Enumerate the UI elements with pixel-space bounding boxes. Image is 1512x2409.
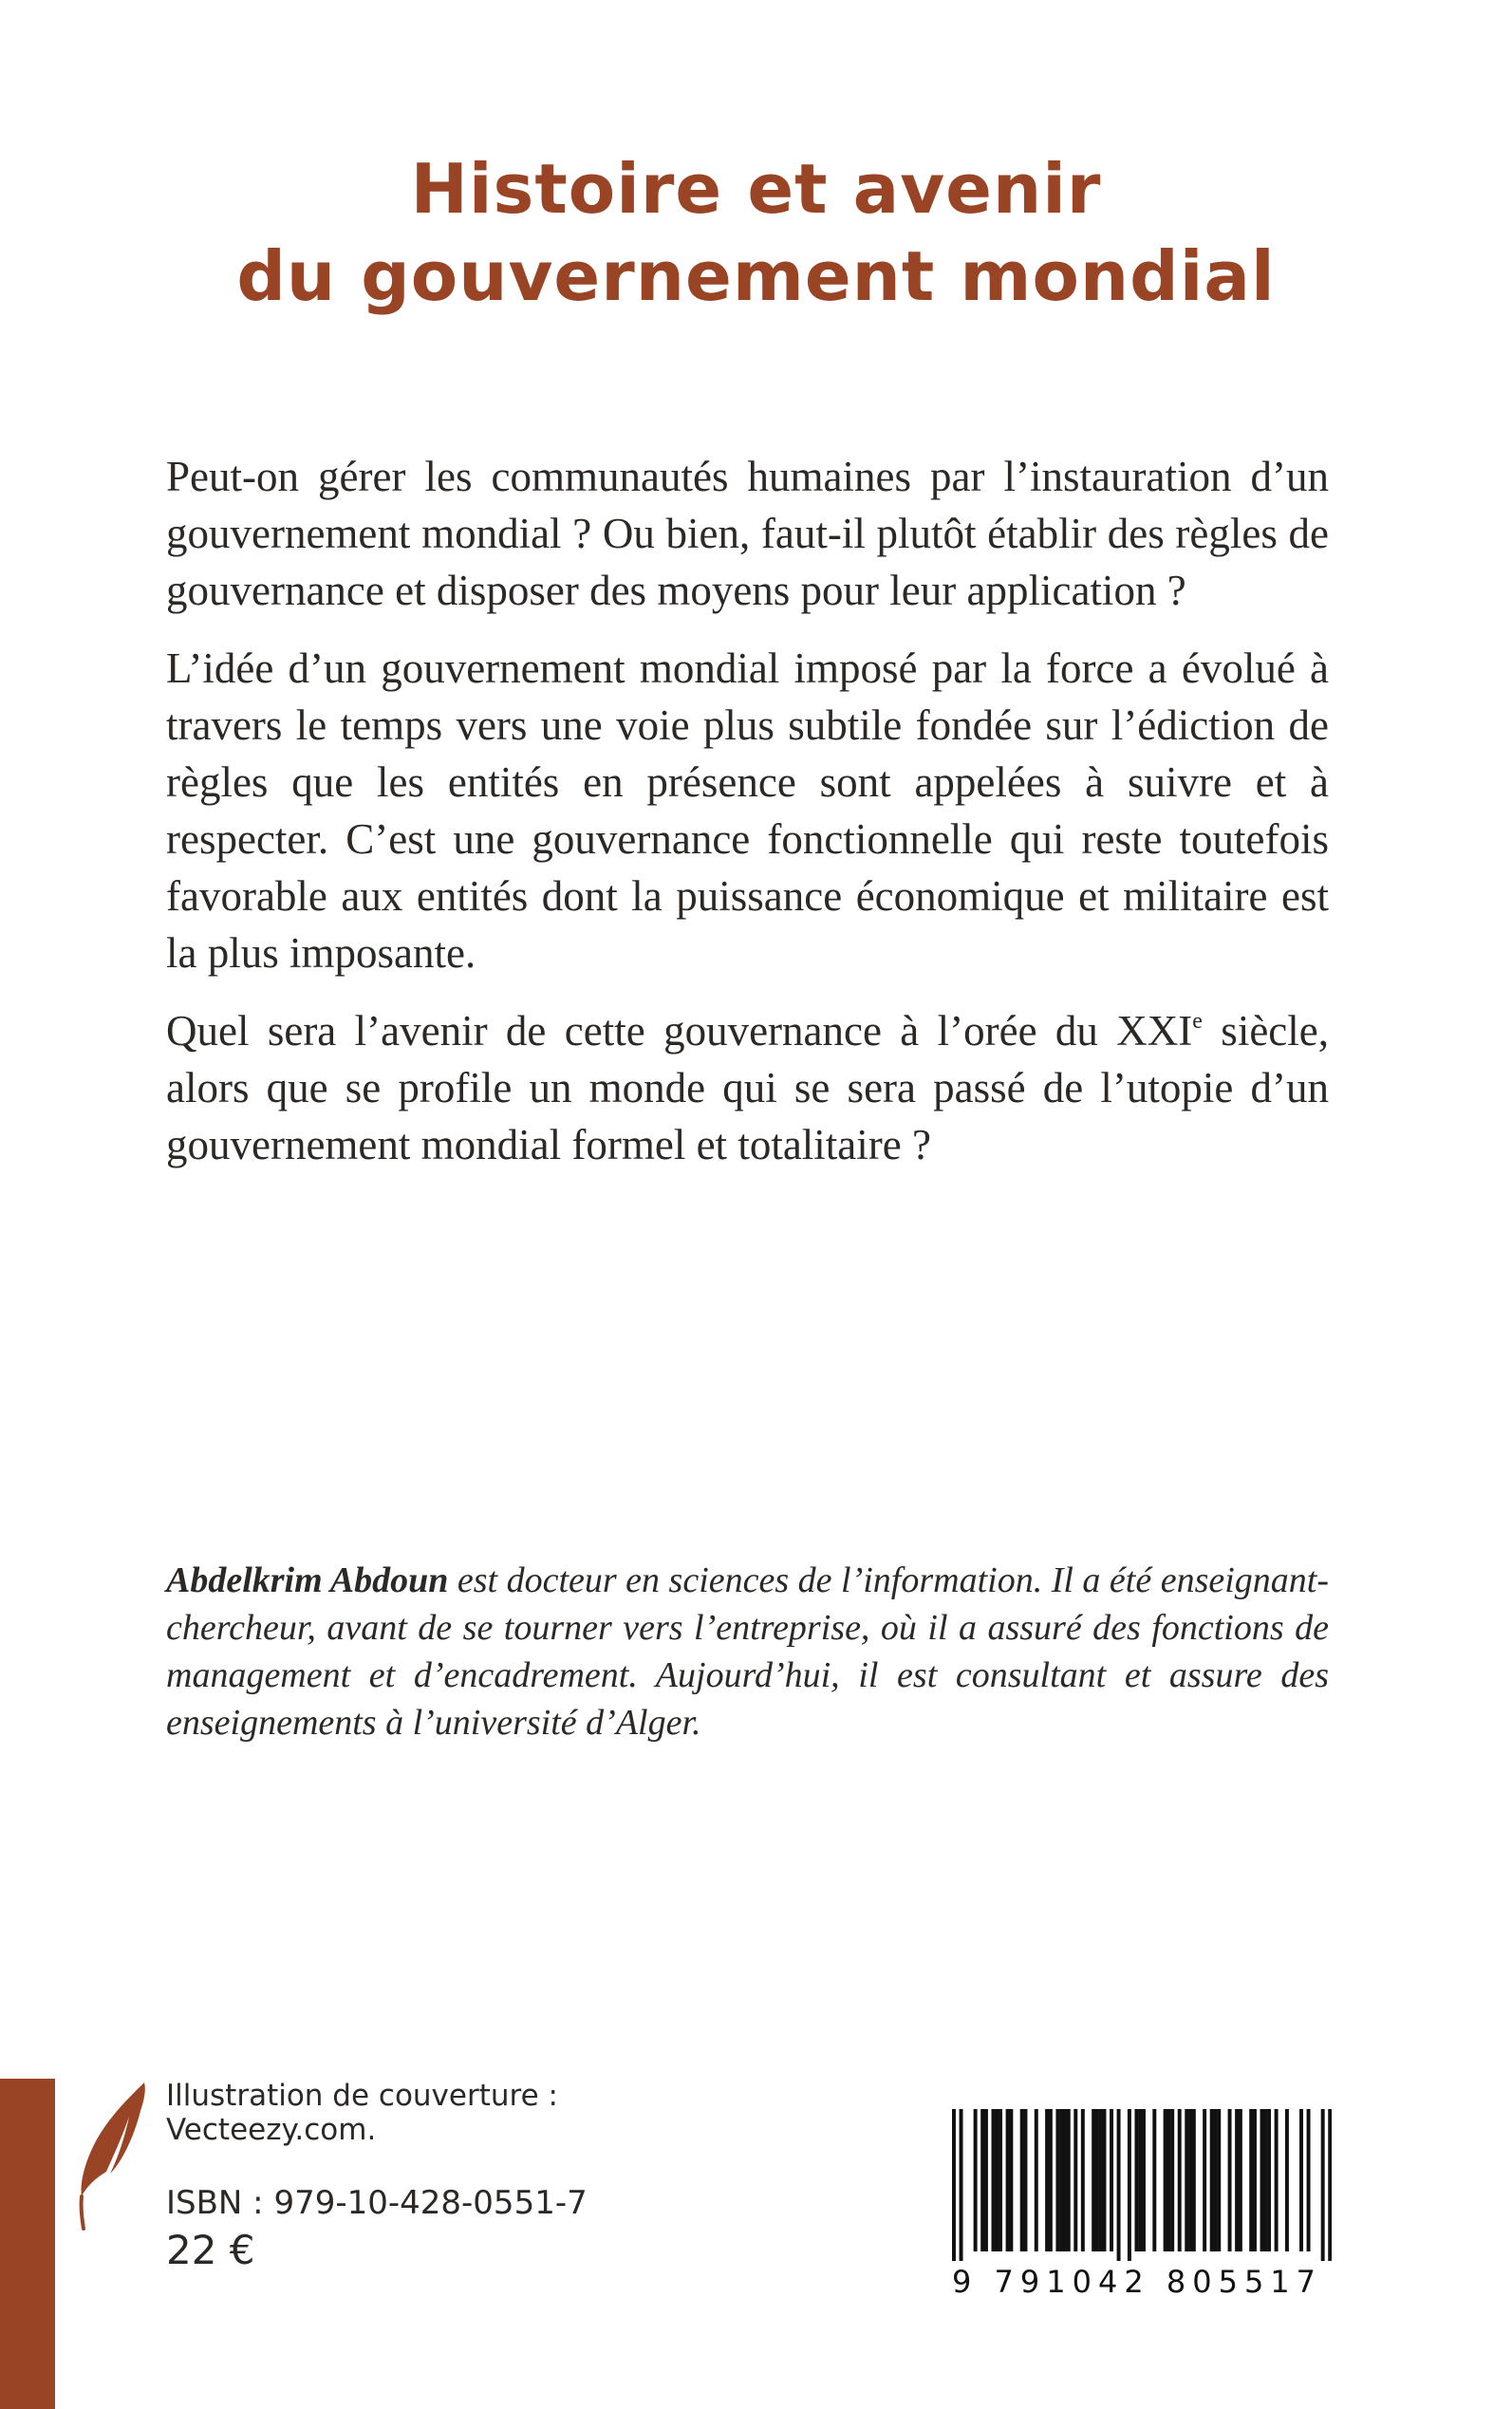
barcode-bar (960, 2109, 963, 2261)
barcode (952, 2109, 1332, 2261)
century-superscript: e (1192, 1009, 1203, 1034)
blurb-p3-end: siècle, alors que se profile un monde qui se sera passé de l’utopie d’un gouvernement mondial formel et totalitaire ? (166, 1007, 1329, 1168)
blurb-paragraph-2: L’idée d’un gouvernement mondial imposé par la force a évolué à travers le temps vers une voie plus subtile fondée sur l’édiction de règles que les entités en présence sont appelées à suivre et à respecter. C’est une gouvernance fonctionnelle qui reste toutefois favorable aux entités dont la puissance économique et militaire est la plus imposante. (166, 644, 1329, 977)
blurb-paragraph-3 (166, 1002, 1329, 1173)
illustration-label: Illustration de couverture : (166, 2079, 558, 2113)
blurb-paragraph-1: Peut-on gérer les communautés humaines par l’instauration d’un gouvernement mondial ? Ou bien, faut-il plutôt établir des règles de gouvernance et disposer des moyens pour leur application ? (166, 453, 1329, 614)
barcode-bar (1128, 2109, 1131, 2261)
barcode-bar (992, 2109, 996, 2251)
barcode-bar (1067, 2109, 1071, 2251)
barcode-bar (1263, 2109, 1267, 2251)
price: 22 € (166, 2227, 255, 2273)
barcode-bar (1152, 2109, 1156, 2251)
barcode-bar (1210, 2109, 1214, 2251)
barcode-bar (1235, 2109, 1239, 2251)
barcode-bar (999, 2109, 1002, 2251)
barcode-bar (1185, 2109, 1188, 2251)
illustration-source: Vecteezy.com. (166, 2113, 377, 2147)
barcode-bar (1164, 2109, 1167, 2251)
barcode-bar (1023, 2109, 1027, 2251)
author-bio (166, 1557, 1329, 1746)
accent-bar (0, 2079, 55, 2409)
barcode-bar (974, 2109, 978, 2251)
barcode-bar (1328, 2109, 1332, 2261)
barcode-bar (1073, 2109, 1077, 2251)
barcode-bar (1081, 2109, 1085, 2251)
barcode-bar (1142, 2109, 1146, 2251)
barcode-bar (1006, 2109, 1010, 2251)
blurb (166, 448, 1329, 1194)
title-line-2: du gouvernement mondial (236, 236, 1276, 317)
barcode-bar (1299, 2109, 1303, 2251)
barcode-bar (984, 2109, 988, 2251)
barcode-bar (995, 2109, 999, 2251)
barcode-bar (1117, 2109, 1121, 2261)
barcode-bar (1020, 2109, 1024, 2251)
barcode-bar (1092, 2109, 1095, 2251)
barcode-bar (1063, 2109, 1067, 2251)
barcode-bar (1178, 2109, 1182, 2251)
barcode-bar (1188, 2109, 1192, 2251)
barcode-bar (1213, 2109, 1217, 2251)
barcode-bar (1059, 2109, 1063, 2251)
barcode-bar (1009, 2109, 1013, 2251)
blurb-p3-start: Quel sera l’avenir de cette gouvernance à l’orée du XXI (166, 1007, 1193, 1055)
barcode-bar (1249, 2109, 1253, 2251)
barcode-bar (1321, 2109, 1325, 2261)
barcode-bar (1203, 2109, 1206, 2251)
author-name: Abdelkrim Abdoun (166, 1560, 449, 1600)
barcode-bar (1055, 2109, 1059, 2251)
barcode-bar (1138, 2109, 1142, 2251)
isbn: ISBN : 979-10-428-0551-7 (166, 2184, 588, 2222)
barcode-bar (1228, 2109, 1232, 2251)
barcode-bar (1192, 2109, 1196, 2251)
barcode-bar (1260, 2109, 1264, 2251)
feather-icon (72, 2079, 148, 2231)
barcode-bar (1275, 2109, 1279, 2251)
barcode-bar (1134, 2109, 1138, 2251)
barcode-bar (1239, 2109, 1242, 2251)
barcode-bar (1099, 2109, 1103, 2251)
book-title (0, 145, 1512, 320)
barcode-bar (1110, 2109, 1113, 2251)
barcode-bar (1035, 2109, 1038, 2251)
credits-block (166, 2079, 588, 2274)
barcode-bar (1102, 2109, 1106, 2251)
barcode-digits: 9 791042 805517 (952, 2264, 1323, 2300)
barcode-bar (1095, 2109, 1099, 2251)
title-line-1: Histoire et avenir (410, 149, 1102, 230)
barcode-bar (1049, 2109, 1053, 2251)
barcode-bar (952, 2109, 956, 2261)
barcode-bar (1253, 2109, 1257, 2251)
author-bio-text: est docteur en sciences de l’information. Il a été enseignant-chercheur, avant de se tourner vers l’entreprise, où il a assuré des fonctions de management et d’encadrement. Aujourd’hui, il est consultant et assure des enseignements à l’université d’Alger. (166, 1560, 1329, 1743)
barcode-bar (1167, 2109, 1170, 2251)
barcode-bar (1285, 2109, 1289, 2251)
barcode-bar (1307, 2109, 1311, 2251)
barcode-bar (1170, 2109, 1174, 2251)
barcode-bar (1217, 2109, 1221, 2251)
barcode-bar (980, 2109, 984, 2251)
barcode-bar (1267, 2109, 1271, 2251)
barcode-bar (1045, 2109, 1049, 2251)
